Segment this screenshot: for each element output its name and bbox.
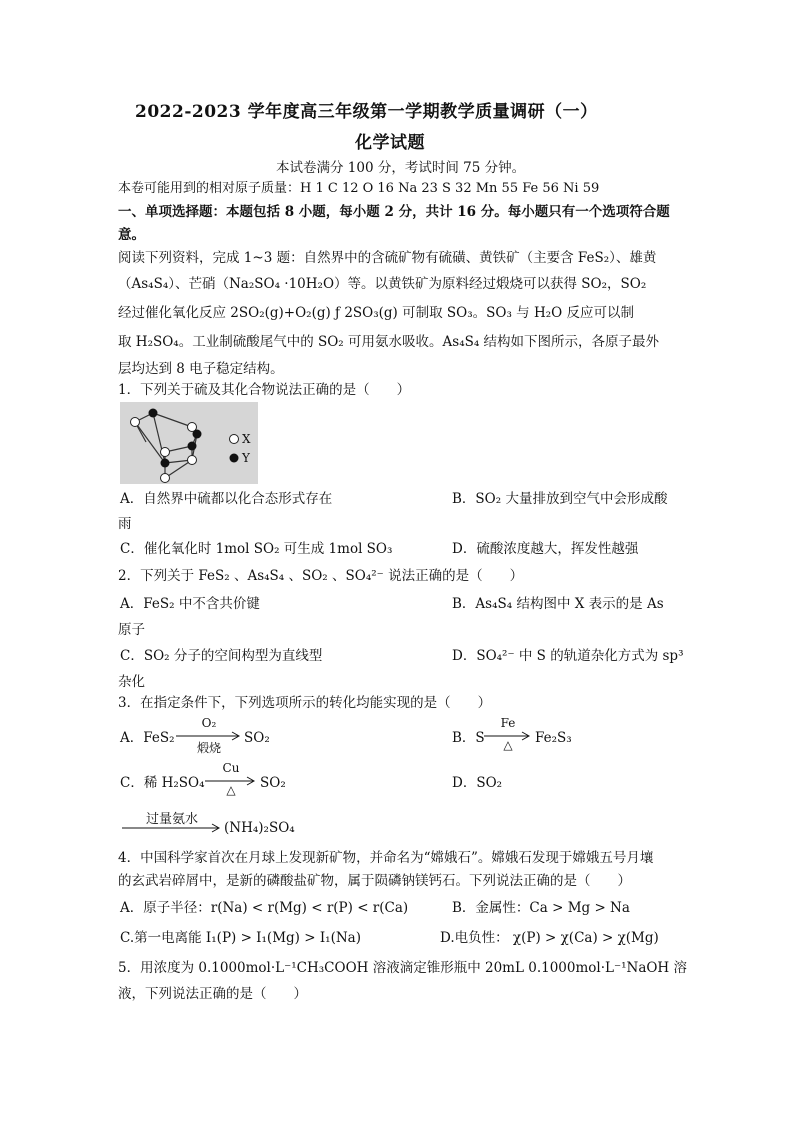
- passage-line: 层均达到 8 电子稳定结构。: [118, 361, 284, 377]
- q3-d-arrow: [122, 808, 222, 834]
- question-4-line: 的玄武岩碎屑中，是新的磷酸盐矿物，属于陨磷钠镁钙石。下列说法正确的是（ ）: [118, 873, 631, 889]
- q3-b-reagent: Fe: [500, 716, 516, 730]
- atom-x: [188, 456, 197, 465]
- q1-option-a[interactable]: A．自然界中硫都以化合态形式存在: [120, 491, 333, 507]
- q3-b-condition: △: [503, 738, 513, 752]
- section-heading: 一、单项选择题：本题包括 8 小题，每小题 2 分，共计 16 分。每小题只有一个选项符合题: [118, 204, 670, 220]
- q1-option-b[interactable]: B．SO₂ 大量排放到空气中会形成酸: [452, 491, 668, 507]
- question-5-line: 5．用浓度为 0.1000mol·L⁻¹CH₃COOH 溶液滴定锥形瓶中 20mL 0.1000mol·L⁻¹NaOH 溶: [118, 960, 687, 976]
- question-3-stem: 3．在指定条件下，下列选项所示的转化均能实现的是（ ）: [118, 695, 492, 711]
- atom-y: [193, 430, 202, 439]
- q3-b-product: Fe₂S₃: [535, 730, 572, 746]
- q2-option-d[interactable]: D．SO₄²⁻ 中 S 的轨道杂化方式为 sp³: [452, 648, 684, 664]
- q2-option-b-cont: 原子: [118, 622, 145, 638]
- q3-c-reagent: Cu: [222, 761, 240, 775]
- passage-line: （As₄S₄）、芒硝（Na₂SO₄ ·10H₂O）等。以黄铁矿为原料经过煅烧可以获得 SO₂，SO₂: [118, 276, 647, 292]
- legend-y-marker: [230, 454, 239, 463]
- q3-option-b[interactable]: B．S: [452, 730, 485, 746]
- question-2-stem: 2．下列关于 FeS₂ 、As₄S₄ 、SO₂ 、SO₄²⁻ 说法正确的是（ ）: [118, 568, 524, 584]
- q2-option-b[interactable]: B．As₄S₄ 结构图中 X 表示的是 As: [452, 596, 664, 612]
- q3-a-reagent: O₂: [201, 716, 217, 730]
- q3-c-arrow: [205, 761, 257, 801]
- q4-option-d[interactable]: D.电负性： χ(P) > χ(Ca) > χ(Mg): [440, 930, 659, 946]
- legend-y-label: Y: [242, 451, 250, 465]
- q2-option-c[interactable]: C．SO₂ 分子的空间构型为直线型: [120, 648, 323, 664]
- q2-option-d-cont: 杂化: [118, 674, 145, 690]
- q3-option-d[interactable]: D．SO₂: [452, 775, 503, 791]
- q4-option-a[interactable]: A．原子半径：r(Na) < r(Mg) < r(P) < r(Ca): [120, 900, 409, 916]
- q4-option-c[interactable]: C.第一电离能 I₁(P) > I₁(Mg) > I₁(Na): [120, 930, 361, 946]
- passage-line: 阅读下列资料，完成 1~3 题：自然界中的含硫矿物有硫磺、黄铁矿（主要含 FeS₂）、雄黄: [118, 250, 657, 266]
- subject-title: 化学试题: [355, 133, 425, 153]
- q4-option-b[interactable]: B．金属性：Ca > Mg > Na: [452, 900, 630, 916]
- atom-x: [161, 474, 170, 483]
- arrow-icon: [122, 823, 222, 833]
- q3-a-arrow: [176, 716, 242, 756]
- q3-d-reagent: 过量氨水: [145, 812, 198, 827]
- q3-a-condition: 煅烧: [196, 741, 221, 755]
- q3-a-product: SO₂: [244, 730, 270, 746]
- atomic-masses: 本卷可能用到的相对原子质量：H 1 C 12 O 16 Na 23 S 32 Mn 55 Fe 56 Ni 59: [118, 181, 600, 196]
- as4s4-structure-svg: [120, 402, 258, 484]
- q3-c-product: SO₂: [260, 775, 286, 791]
- passage-line: 取 H₂SO₄。工业制硫酸尾气中的 SO₂ 可用氨水吸收。As₄S₄ 结构如下图所示，各原子最外: [118, 334, 660, 350]
- q3-option-c[interactable]: C．稀 H₂SO₄: [120, 775, 205, 791]
- q3-b-arrow: [484, 716, 532, 756]
- question-1-stem: 1．下列关于硫及其化合物说法正确的是（ ）: [118, 382, 411, 398]
- exam-info: 本试卷满分 100 分，考试时间 75 分钟。: [276, 160, 526, 176]
- atom-y: [188, 442, 197, 451]
- as4s4-structure-figure: [120, 402, 258, 484]
- atom-y: [149, 409, 158, 418]
- q2-option-a[interactable]: A．FeS₂ 中不含共价键: [120, 596, 260, 612]
- q3-d-product: (NH₄)₂SO₄: [224, 820, 295, 836]
- q1-option-c[interactable]: C．催化氧化时 1mol SO₂ 可生成 1mol SO₃: [120, 541, 393, 557]
- q1-option-b-cont: 雨: [118, 516, 132, 532]
- legend-x-marker: [230, 435, 239, 444]
- question-4-line: 4．中国科学家首次在月球上发现新矿物，并命名为“嫦娥石”。嫦娥石发现于嫦娥五号月壤: [118, 850, 654, 866]
- q1-option-d[interactable]: D．硫酸浓度越大，挥发性越强: [452, 541, 639, 557]
- atom-x: [131, 418, 140, 427]
- passage-line: 经过催化氧化反应 2SO₂(g)+O₂(g) ƒ 2SO₃(g) 可制取 SO₃。SO₃ 与 H₂O 反应可以制: [118, 305, 634, 321]
- legend-x-label: X: [242, 432, 251, 446]
- question-5-line: 液，下列说法正确的是（ ）: [118, 986, 307, 1002]
- atom-x: [161, 448, 170, 457]
- q3-option-a[interactable]: A．FeS₂: [120, 730, 175, 746]
- section-heading-cont: 意。: [118, 227, 145, 243]
- atom-y: [161, 459, 170, 468]
- exam-title: 2022-2023 学年度高三年级第一学期教学质量调研（一）: [135, 102, 598, 122]
- q3-c-condition: △: [226, 783, 236, 797]
